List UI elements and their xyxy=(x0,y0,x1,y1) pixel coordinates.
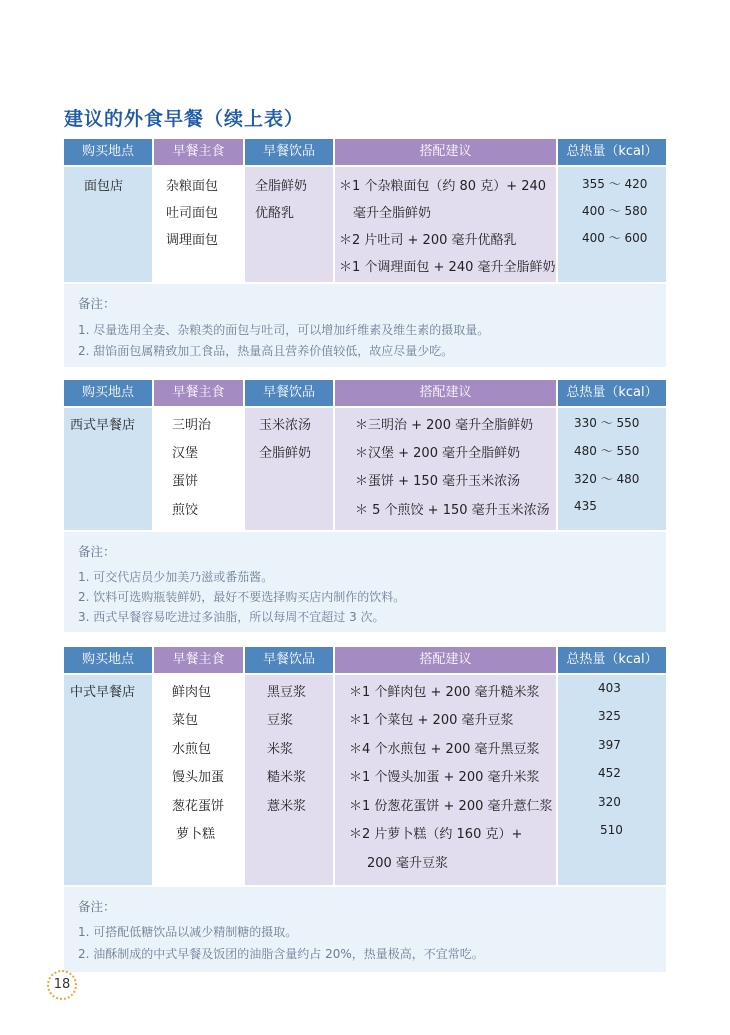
staple-item: 煎饺 xyxy=(172,503,199,518)
suggestion-line: ＊4 个水煎包 + 200 毫升黑豆浆 xyxy=(349,742,540,757)
staple-item: 菜包 xyxy=(172,713,199,728)
breakfast-table-western xyxy=(64,380,666,632)
suggestion-cell xyxy=(335,167,556,282)
calories-value: 355 ～ 420 xyxy=(582,177,648,191)
header-calories: 总热量（kcal） xyxy=(558,139,666,165)
note-line: 1. 尽量选用全麦、杂粮类的面包与吐司，可以增加纤维素及维生素的摄取量。 xyxy=(78,323,490,337)
notes-label: 备注： xyxy=(78,296,116,311)
drink-item: 米浆 xyxy=(267,742,294,757)
header-staple: 早餐主食 xyxy=(154,139,243,165)
staple-item: 调理面包 xyxy=(166,233,219,248)
drink-item: 全脂鲜奶 xyxy=(255,179,308,194)
suggestion-line: ＊2 片吐司 + 200 毫升优酪乳 xyxy=(339,233,517,248)
calories-value: 480 ～ 550 xyxy=(574,444,640,458)
breakfast-table-bakery xyxy=(64,139,666,367)
header-place: 购买地点 xyxy=(64,139,152,165)
header-calories: 总热量（kcal） xyxy=(558,380,666,406)
calories-value: 320 xyxy=(598,795,621,809)
header-calories: 总热量（kcal） xyxy=(558,647,666,673)
calories-value: 330 ～ 550 xyxy=(574,416,640,430)
drink-item: 全脂鲜奶 xyxy=(259,446,312,461)
table-header xyxy=(64,139,666,165)
staple-item: 蛋饼 xyxy=(172,474,199,489)
drink-item: 玉米浓汤 xyxy=(259,418,312,433)
staple-cell xyxy=(154,408,243,530)
header-staple: 早餐主食 xyxy=(154,647,243,673)
calories-value: 320 ～ 480 xyxy=(574,472,640,486)
staple-cell xyxy=(154,167,243,282)
suggestion-line: ＊三明治 + 200 毫升全脂鲜奶 xyxy=(355,418,534,433)
calories-value: 403 xyxy=(598,681,621,695)
staple-item: 吐司面包 xyxy=(166,206,219,221)
place-name: 西式早餐店 xyxy=(70,418,136,433)
suggestion-line: 200 毫升豆浆 xyxy=(367,856,448,871)
staple-item: 杂粮面包 xyxy=(166,179,219,194)
calories-cell xyxy=(558,675,666,885)
notes-box xyxy=(64,887,666,972)
header-place: 购买地点 xyxy=(64,647,152,673)
staple-item: 汉堡 xyxy=(172,446,199,461)
staple-item: 鲜肉包 xyxy=(172,685,212,700)
place-name: 面包店 xyxy=(84,179,124,194)
note-line: 2. 甜馅面包属精致加工食品，热量高且营养价值较低，故应尽量少吃。 xyxy=(78,344,454,358)
calories-value: 325 xyxy=(598,709,621,723)
calories-cell xyxy=(558,408,666,530)
place-name: 中式早餐店 xyxy=(70,685,136,700)
header-suggestion: 搭配建议 xyxy=(335,380,556,406)
suggestion-line: ＊2 片萝卜糕（约 160 克）+ xyxy=(349,827,523,842)
suggestion-line: ＊1 个馒头加蛋 + 200 毫升米浆 xyxy=(349,770,540,785)
table-body xyxy=(64,408,666,530)
drink-item: 豆浆 xyxy=(267,713,294,728)
drink-item: 黑豆浆 xyxy=(267,685,307,700)
calories-value: 400 ～ 600 xyxy=(582,231,648,245)
suggestion-cell xyxy=(335,408,556,530)
suggestion-line: ＊1 个菜包 + 200 毫升豆浆 xyxy=(349,713,514,728)
place-cell xyxy=(64,408,152,530)
drink-cell xyxy=(245,408,333,530)
note-line: 2. 油酥制成的中式早餐及饭团的油脂含量约占 20%，热量极高，不宜常吃。 xyxy=(78,947,484,961)
header-drink: 早餐饮品 xyxy=(245,380,333,406)
breakfast-table-chinese xyxy=(64,647,666,972)
table-body xyxy=(64,167,666,282)
staple-item: 萝卜糕 xyxy=(176,827,216,842)
notes-box xyxy=(64,284,666,367)
suggestion-line: 毫升全脂鲜奶 xyxy=(353,206,432,221)
suggestion-line: ＊蛋饼 + 150 毫升玉米浓汤 xyxy=(355,474,521,489)
suggestion-line: ＊1 个调理面包 + 240 毫升全脂鲜奶 xyxy=(339,260,556,275)
calories-value: 400 ～ 580 xyxy=(582,204,648,218)
calories-value: 397 xyxy=(598,738,621,752)
page-number: 18 xyxy=(47,970,77,1000)
suggestion-line: ＊汉堡 + 200 毫升全脂鲜奶 xyxy=(355,446,521,461)
staple-item: 馒头加蛋 xyxy=(172,770,225,785)
note-line: 1. 可交代店员少加美乃滋或番茄酱。 xyxy=(78,570,274,584)
calories-value: 510 xyxy=(600,823,623,837)
header-suggestion: 搭配建议 xyxy=(335,139,556,165)
calories-value: 435 xyxy=(574,499,597,513)
staple-item: 三明治 xyxy=(172,418,212,433)
notes-box xyxy=(64,532,666,632)
table-header xyxy=(64,380,666,406)
drink-cell xyxy=(245,167,333,282)
header-drink: 早餐饮品 xyxy=(245,139,333,165)
staple-item: 葱花蛋饼 xyxy=(172,799,225,814)
suggestion-line: ＊ 5 个煎饺 + 150 毫升玉米浓汤 xyxy=(355,503,550,518)
drink-cell xyxy=(245,675,333,885)
calories-value: 452 xyxy=(598,766,621,780)
staple-cell xyxy=(154,675,243,885)
drink-item: 薏米浆 xyxy=(267,799,307,814)
place-cell xyxy=(64,167,152,282)
table-body xyxy=(64,675,666,885)
place-cell xyxy=(64,675,152,885)
drink-item: 优酪乳 xyxy=(255,206,295,221)
notes-label: 备注： xyxy=(78,899,116,914)
drink-item: 糙米浆 xyxy=(267,770,307,785)
note-line: 3. 西式早餐容易吃进过多油脂，所以每周不宜超过 3 次。 xyxy=(78,610,385,624)
note-line: 2. 饮料可选购瓶装鲜奶，最好不要选择购买店内制作的饮料。 xyxy=(78,590,406,604)
staple-item: 水煎包 xyxy=(172,742,212,757)
header-drink: 早餐饮品 xyxy=(245,647,333,673)
suggestion-line: ＊1 个鲜肉包 + 200 毫升糙米浆 xyxy=(349,685,540,700)
suggestion-cell xyxy=(335,675,556,885)
page-title: 建议的外食早餐（续上表） xyxy=(64,108,305,130)
note-line: 1. 可搭配低糖饮品以减少精制糖的摄取。 xyxy=(78,925,298,939)
suggestion-line: ＊1 个杂粮面包（约 80 克）+ 240 xyxy=(339,179,547,194)
calories-cell xyxy=(558,167,666,282)
header-staple: 早餐主食 xyxy=(154,380,243,406)
suggestion-line: ＊1 份葱花蛋饼 + 200 毫升薏仁浆 xyxy=(349,799,553,814)
header-place: 购买地点 xyxy=(64,380,152,406)
table-header xyxy=(64,647,666,673)
header-suggestion: 搭配建议 xyxy=(335,647,556,673)
notes-label: 备注： xyxy=(78,544,116,559)
